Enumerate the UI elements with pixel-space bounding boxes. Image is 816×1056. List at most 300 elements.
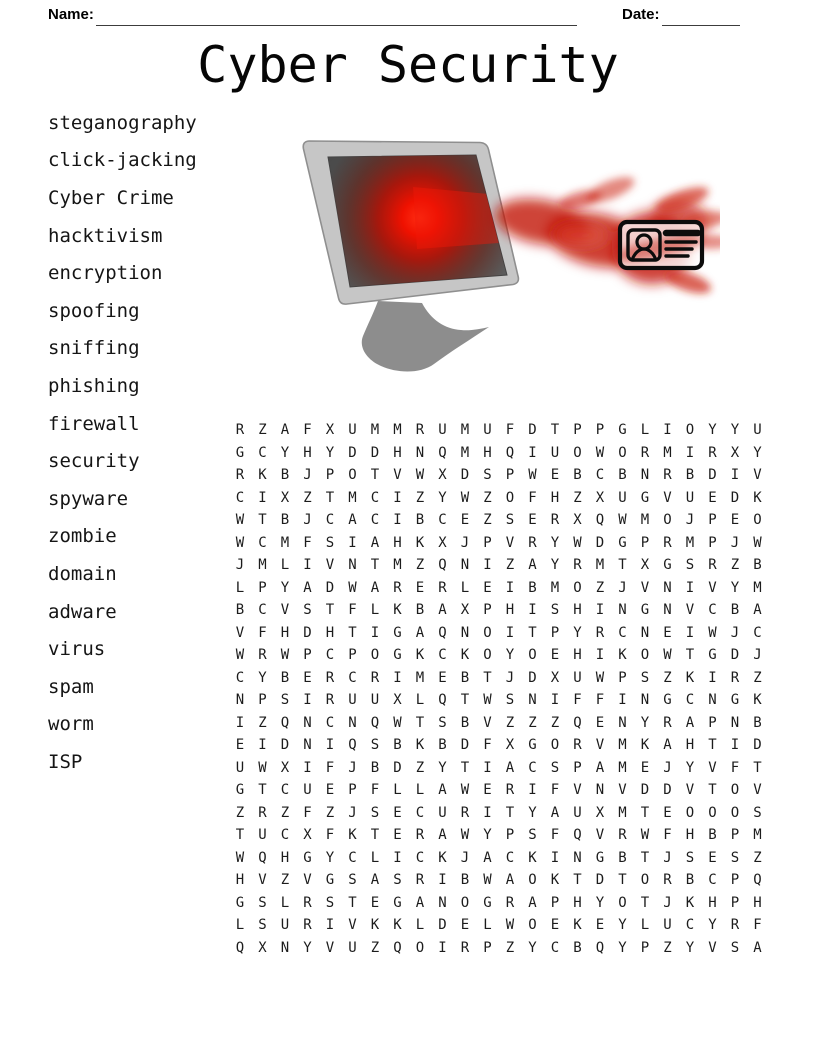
grid-letter[interactable]: P: [573, 759, 582, 776]
grid-letter[interactable]: A: [438, 827, 447, 843]
grid-letter[interactable]: P: [325, 467, 335, 483]
grid-letter[interactable]: I: [730, 737, 740, 753]
grid-letter[interactable]: M: [280, 534, 290, 551]
grid-letter[interactable]: U: [685, 489, 695, 506]
grid-letter[interactable]: Y: [483, 827, 492, 843]
grid-letter[interactable]: L: [483, 917, 492, 933]
grid-letter[interactable]: Q: [348, 737, 357, 753]
grid-letter[interactable]: N: [348, 714, 357, 731]
grid-letter[interactable]: T: [460, 692, 470, 708]
grid-letter[interactable]: Q: [573, 714, 582, 731]
grid-letter[interactable]: O: [685, 804, 695, 821]
grid-letter[interactable]: N: [303, 714, 312, 731]
grid-letter[interactable]: O: [663, 512, 672, 528]
grid-letter[interactable]: H: [550, 489, 560, 506]
grid-letter[interactable]: O: [640, 872, 650, 888]
grid-letter[interactable]: G: [663, 692, 672, 708]
grid-letter[interactable]: O: [348, 467, 357, 483]
grid-letter[interactable]: U: [280, 917, 290, 933]
grid-letter[interactable]: I: [303, 759, 312, 776]
grid-letter[interactable]: T: [235, 827, 245, 843]
grid-letter[interactable]: Z: [415, 759, 425, 776]
grid-letter[interactable]: E: [550, 467, 560, 483]
grid-letter[interactable]: C: [505, 849, 515, 866]
grid-letter[interactable]: N: [415, 444, 425, 461]
grid-letter[interactable]: X: [640, 557, 650, 573]
grid-letter[interactable]: Z: [303, 489, 312, 506]
grid-letter[interactable]: O: [753, 512, 762, 528]
grid-letter[interactable]: Z: [528, 714, 537, 731]
grid-letter[interactable]: O: [528, 872, 537, 888]
grid-letter[interactable]: A: [438, 782, 447, 798]
grid-letter[interactable]: R: [708, 444, 717, 461]
grid-letter[interactable]: Z: [505, 714, 515, 731]
grid-letter[interactable]: S: [730, 849, 740, 866]
grid-letter[interactable]: G: [618, 534, 627, 551]
grid-letter[interactable]: M: [618, 804, 627, 821]
grid-letter[interactable]: S: [348, 872, 357, 888]
grid-letter[interactable]: Q: [258, 849, 267, 866]
grid-letter[interactable]: R: [708, 557, 717, 573]
grid-letter[interactable]: S: [325, 894, 335, 911]
grid-letter[interactable]: A: [685, 714, 695, 731]
grid-letter[interactable]: M: [753, 579, 762, 596]
grid-letter[interactable]: Q: [438, 444, 447, 461]
grid-letter[interactable]: R: [573, 557, 582, 573]
grid-letter[interactable]: P: [258, 579, 267, 596]
grid-letter[interactable]: K: [348, 827, 357, 843]
grid-letter[interactable]: Y: [708, 917, 717, 933]
grid-letter[interactable]: K: [685, 669, 695, 686]
grid-letter[interactable]: U: [348, 939, 357, 956]
grid-letter[interactable]: Y: [730, 579, 740, 596]
grid-letter[interactable]: T: [370, 557, 380, 573]
grid-letter[interactable]: G: [663, 557, 672, 573]
grid-letter[interactable]: O: [573, 444, 582, 461]
grid-letter[interactable]: S: [258, 894, 267, 911]
grid-letter[interactable]: D: [730, 647, 740, 663]
grid-letter[interactable]: K: [573, 917, 582, 933]
grid-letter[interactable]: W: [235, 647, 245, 663]
grid-letter[interactable]: A: [663, 737, 672, 753]
grid-letter[interactable]: M: [663, 444, 672, 461]
grid-letter[interactable]: K: [753, 489, 762, 506]
grid-letter[interactable]: E: [303, 669, 312, 686]
grid-letter[interactable]: N: [280, 939, 290, 956]
grid-letter[interactable]: L: [460, 579, 470, 596]
grid-letter[interactable]: F: [325, 759, 335, 776]
grid-letter[interactable]: V: [505, 534, 515, 551]
grid-letter[interactable]: C: [258, 444, 267, 461]
grid-letter[interactable]: S: [550, 759, 560, 776]
grid-letter[interactable]: T: [708, 782, 717, 798]
grid-letter[interactable]: N: [235, 692, 245, 708]
grid-letter[interactable]: F: [303, 534, 312, 551]
grid-letter[interactable]: S: [438, 714, 447, 731]
grid-letter[interactable]: J: [730, 624, 740, 641]
grid-letter[interactable]: E: [415, 579, 425, 596]
grid-letter[interactable]: T: [528, 624, 537, 641]
grid-letter[interactable]: Y: [618, 917, 627, 933]
grid-letter[interactable]: D: [460, 467, 470, 483]
grid-letter[interactable]: R: [325, 669, 335, 686]
grid-letter[interactable]: C: [685, 692, 695, 708]
grid-letter[interactable]: U: [753, 422, 762, 438]
grid-letter[interactable]: Q: [438, 692, 447, 708]
grid-letter[interactable]: Y: [573, 624, 582, 641]
grid-letter[interactable]: C: [280, 827, 290, 843]
grid-letter[interactable]: I: [483, 557, 492, 573]
grid-letter[interactable]: M: [415, 669, 425, 686]
grid-letter[interactable]: Y: [550, 557, 560, 573]
grid-letter[interactable]: F: [325, 827, 335, 843]
grid-letter[interactable]: W: [460, 782, 470, 798]
grid-letter[interactable]: B: [753, 557, 762, 573]
grid-letter[interactable]: G: [393, 624, 402, 641]
grid-letter[interactable]: U: [348, 692, 357, 708]
grid-letter[interactable]: X: [505, 737, 515, 753]
grid-letter[interactable]: I: [663, 422, 672, 438]
grid-letter[interactable]: O: [640, 647, 650, 663]
grid-letter[interactable]: T: [685, 647, 695, 663]
grid-letter[interactable]: B: [528, 579, 537, 596]
grid-letter[interactable]: T: [640, 894, 650, 911]
grid-letter[interactable]: I: [685, 444, 695, 461]
grid-letter[interactable]: V: [685, 602, 695, 618]
grid-letter[interactable]: R: [595, 624, 605, 641]
grid-letter[interactable]: Y: [280, 579, 290, 596]
grid-letter[interactable]: Z: [483, 489, 492, 506]
grid-letter[interactable]: H: [753, 894, 762, 911]
grid-letter[interactable]: M: [460, 444, 470, 461]
grid-letter[interactable]: P: [483, 602, 492, 618]
grid-letter[interactable]: X: [460, 602, 470, 618]
grid-letter[interactable]: T: [258, 512, 267, 528]
grid-letter[interactable]: Z: [505, 939, 515, 956]
grid-letter[interactable]: B: [393, 737, 402, 753]
grid-letter[interactable]: X: [595, 804, 605, 821]
grid-letter[interactable]: G: [528, 737, 537, 753]
grid-letter[interactable]: P: [640, 534, 650, 551]
grid-letter[interactable]: R: [303, 917, 312, 933]
grid-letter[interactable]: X: [280, 489, 290, 506]
grid-letter[interactable]: N: [303, 737, 312, 753]
grid-letter[interactable]: W: [235, 849, 245, 866]
grid-letter[interactable]: F: [303, 422, 312, 438]
grid-letter[interactable]: E: [325, 782, 335, 798]
grid-letter[interactable]: Q: [505, 444, 515, 461]
grid-letter[interactable]: P: [730, 827, 740, 843]
grid-letter[interactable]: T: [325, 489, 335, 506]
grid-letter[interactable]: I: [685, 579, 695, 596]
grid-letter[interactable]: P: [258, 692, 267, 708]
grid-letter[interactable]: G: [393, 647, 402, 663]
grid-letter[interactable]: T: [618, 557, 627, 573]
grid-letter[interactable]: J: [663, 849, 672, 866]
grid-letter[interactable]: O: [528, 917, 537, 933]
grid-letter[interactable]: H: [685, 827, 695, 843]
grid-letter[interactable]: C: [415, 804, 425, 821]
grid-letter[interactable]: R: [415, 827, 425, 843]
grid-letter[interactable]: S: [258, 917, 267, 933]
grid-letter[interactable]: D: [303, 624, 312, 641]
grid-letter[interactable]: G: [730, 692, 740, 708]
grid-letter[interactable]: P: [550, 624, 560, 641]
grid-letter[interactable]: C: [235, 669, 245, 686]
grid-letter[interactable]: E: [460, 512, 470, 528]
grid-letter[interactable]: B: [460, 669, 470, 686]
grid-letter[interactable]: Q: [438, 557, 447, 573]
grid-letter[interactable]: I: [528, 444, 537, 461]
grid-letter[interactable]: E: [550, 917, 560, 933]
grid-letter[interactable]: B: [280, 467, 290, 483]
grid-letter[interactable]: Z: [235, 804, 245, 821]
grid-letter[interactable]: B: [708, 827, 717, 843]
grid-letter[interactable]: W: [528, 467, 537, 483]
grid-letter[interactable]: E: [550, 647, 560, 663]
grid-letter[interactable]: R: [640, 444, 650, 461]
grid-letter[interactable]: O: [550, 737, 560, 753]
grid-letter[interactable]: I: [595, 647, 605, 663]
grid-letter[interactable]: A: [370, 872, 380, 888]
grid-letter[interactable]: R: [663, 534, 672, 551]
grid-letter[interactable]: A: [415, 624, 425, 641]
grid-letter[interactable]: P: [348, 647, 357, 663]
grid-letter[interactable]: Z: [258, 422, 267, 438]
grid-letter[interactable]: I: [438, 939, 447, 956]
grid-letter[interactable]: G: [483, 894, 492, 911]
grid-letter[interactable]: S: [393, 872, 402, 888]
grid-letter[interactable]: R: [460, 939, 470, 956]
grid-letter[interactable]: B: [618, 849, 627, 866]
grid-letter[interactable]: N: [640, 624, 650, 641]
grid-letter[interactable]: Z: [753, 849, 762, 866]
grid-letter[interactable]: E: [483, 782, 492, 798]
grid-letter[interactable]: C: [550, 939, 560, 956]
grid-letter[interactable]: E: [438, 669, 447, 686]
grid-letter[interactable]: V: [618, 782, 627, 798]
grid-letter[interactable]: F: [663, 827, 672, 843]
grid-letter[interactable]: P: [483, 939, 492, 956]
grid-letter[interactable]: B: [753, 714, 762, 731]
grid-letter[interactable]: Y: [528, 804, 537, 821]
grid-letter[interactable]: K: [550, 872, 560, 888]
grid-letter[interactable]: V: [258, 872, 267, 888]
grid-letter[interactable]: R: [235, 422, 245, 438]
grid-letter[interactable]: G: [618, 422, 627, 438]
grid-letter[interactable]: S: [280, 692, 290, 708]
grid-letter[interactable]: V: [280, 602, 290, 618]
grid-letter[interactable]: N: [595, 782, 605, 798]
grid-letter[interactable]: T: [640, 804, 650, 821]
grid-letter[interactable]: H: [280, 624, 290, 641]
grid-letter[interactable]: K: [528, 849, 537, 866]
grid-letter[interactable]: J: [348, 804, 357, 821]
grid-letter[interactable]: C: [235, 489, 245, 506]
grid-letter[interactable]: G: [303, 849, 312, 866]
grid-letter[interactable]: M: [685, 534, 695, 551]
grid-letter[interactable]: E: [235, 737, 245, 753]
grid-letter[interactable]: W: [595, 669, 605, 686]
grid-letter[interactable]: M: [618, 737, 627, 753]
grid-letter[interactable]: I: [483, 759, 492, 776]
grid-letter[interactable]: Y: [595, 894, 605, 911]
grid-letter[interactable]: K: [415, 534, 425, 551]
grid-letter[interactable]: Z: [550, 714, 560, 731]
grid-letter[interactable]: J: [663, 894, 672, 911]
grid-letter[interactable]: R: [663, 714, 672, 731]
grid-letter[interactable]: Y: [258, 669, 267, 686]
grid-letter[interactable]: V: [325, 557, 335, 573]
grid-letter[interactable]: O: [483, 624, 492, 641]
grid-letter[interactable]: W: [663, 647, 672, 663]
grid-letter[interactable]: P: [505, 827, 515, 843]
grid-letter[interactable]: L: [640, 422, 650, 438]
grid-letter[interactable]: V: [573, 782, 582, 798]
grid-letter[interactable]: R: [573, 737, 582, 753]
grid-letter[interactable]: R: [235, 467, 245, 483]
grid-letter[interactable]: I: [393, 669, 402, 686]
grid-letter[interactable]: K: [640, 737, 650, 753]
grid-letter[interactable]: C: [415, 849, 425, 866]
grid-letter[interactable]: X: [438, 467, 447, 483]
grid-letter[interactable]: F: [550, 827, 560, 843]
grid-letter[interactable]: G: [393, 894, 402, 911]
grid-letter[interactable]: R: [258, 647, 267, 663]
grid-letter[interactable]: G: [640, 489, 650, 506]
grid-letter[interactable]: N: [640, 467, 650, 483]
grid-letter[interactable]: E: [595, 714, 605, 731]
grid-letter[interactable]: A: [348, 512, 357, 528]
grid-letter[interactable]: I: [370, 624, 380, 641]
grid-letter[interactable]: P: [618, 669, 627, 686]
grid-letter[interactable]: V: [348, 917, 357, 933]
grid-letter[interactable]: M: [550, 579, 560, 596]
grid-letter[interactable]: Q: [438, 624, 447, 641]
grid-letter[interactable]: T: [573, 872, 582, 888]
grid-letter[interactable]: X: [730, 444, 740, 461]
grid-letter[interactable]: T: [370, 827, 380, 843]
grid-letter[interactable]: C: [325, 714, 335, 731]
grid-letter[interactable]: W: [460, 489, 470, 506]
grid-letter[interactable]: H: [573, 894, 582, 911]
grid-letter[interactable]: N: [528, 692, 537, 708]
grid-letter[interactable]: N: [640, 692, 650, 708]
grid-letter[interactable]: D: [528, 422, 537, 438]
grid-letter[interactable]: M: [460, 422, 470, 438]
grid-letter[interactable]: G: [325, 872, 335, 888]
grid-letter[interactable]: X: [258, 939, 267, 956]
grid-letter[interactable]: T: [640, 849, 650, 866]
grid-letter[interactable]: E: [370, 894, 380, 911]
grid-letter[interactable]: A: [550, 804, 560, 821]
grid-letter[interactable]: V: [753, 467, 762, 483]
grid-letter[interactable]: U: [303, 782, 312, 798]
grid-letter[interactable]: D: [595, 534, 605, 551]
grid-letter[interactable]: Z: [595, 579, 605, 596]
grid-letter[interactable]: J: [730, 534, 740, 551]
grid-letter[interactable]: H: [393, 444, 402, 461]
grid-letter[interactable]: E: [393, 804, 402, 821]
grid-letter[interactable]: B: [280, 512, 290, 528]
grid-letter[interactable]: Y: [528, 939, 537, 956]
grid-letter[interactable]: H: [573, 647, 582, 663]
grid-letter[interactable]: M: [370, 422, 380, 438]
grid-letter[interactable]: J: [460, 534, 470, 551]
grid-letter[interactable]: P: [730, 872, 740, 888]
grid-letter[interactable]: Z: [730, 557, 740, 573]
grid-letter[interactable]: S: [685, 849, 695, 866]
grid-letter[interactable]: Y: [685, 939, 695, 956]
grid-letter[interactable]: R: [438, 579, 447, 596]
grid-letter[interactable]: E: [595, 917, 605, 933]
grid-letter[interactable]: F: [483, 737, 492, 753]
grid-letter[interactable]: Z: [370, 939, 380, 956]
grid-letter[interactable]: U: [483, 422, 492, 438]
grid-letter[interactable]: C: [438, 647, 447, 663]
grid-letter[interactable]: X: [550, 669, 560, 686]
grid-letter[interactable]: F: [528, 489, 537, 506]
grid-letter[interactable]: K: [393, 602, 402, 618]
grid-letter[interactable]: T: [258, 782, 267, 798]
grid-letter[interactable]: S: [483, 467, 492, 483]
grid-letter[interactable]: X: [393, 692, 402, 708]
grid-letter[interactable]: Z: [325, 804, 335, 821]
grid-letter[interactable]: W: [415, 467, 425, 483]
grid-letter[interactable]: D: [640, 782, 650, 798]
grid-letter[interactable]: I: [393, 849, 402, 866]
grid-letter[interactable]: V: [325, 939, 335, 956]
grid-letter[interactable]: W: [483, 872, 492, 888]
grid-letter[interactable]: D: [370, 444, 380, 461]
grid-letter[interactable]: D: [753, 737, 762, 753]
grid-letter[interactable]: C: [370, 512, 380, 528]
grid-letter[interactable]: X: [303, 827, 312, 843]
grid-letter[interactable]: W: [235, 512, 245, 528]
grid-letter[interactable]: F: [550, 782, 560, 798]
grid-letter[interactable]: I: [685, 624, 695, 641]
grid-letter[interactable]: Q: [595, 512, 605, 528]
grid-letter[interactable]: Y: [550, 534, 560, 551]
grid-letter[interactable]: K: [258, 467, 267, 483]
grid-letter[interactable]: J: [303, 467, 312, 483]
grid-letter[interactable]: V: [595, 737, 605, 753]
grid-letter[interactable]: A: [438, 602, 447, 618]
grid-letter[interactable]: W: [595, 444, 605, 461]
grid-letter[interactable]: D: [730, 489, 740, 506]
grid-letter[interactable]: O: [505, 489, 515, 506]
grid-letter[interactable]: C: [708, 872, 717, 888]
grid-letter[interactable]: P: [505, 467, 515, 483]
grid-letter[interactable]: O: [618, 894, 627, 911]
grid-letter[interactable]: A: [528, 557, 537, 573]
grid-letter[interactable]: T: [550, 422, 560, 438]
grid-letter[interactable]: U: [550, 444, 560, 461]
grid-letter[interactable]: T: [708, 737, 717, 753]
grid-letter[interactable]: Z: [258, 714, 267, 731]
grid-letter[interactable]: L: [415, 782, 425, 798]
grid-letter[interactable]: F: [753, 917, 762, 933]
grid-letter[interactable]: B: [730, 602, 740, 618]
grid-letter[interactable]: W: [393, 714, 402, 731]
grid-letter[interactable]: O: [708, 804, 717, 821]
grid-letter[interactable]: R: [370, 669, 380, 686]
grid-letter[interactable]: J: [618, 579, 627, 596]
grid-letter[interactable]: N: [618, 714, 627, 731]
grid-letter[interactable]: W: [505, 917, 515, 933]
grid-letter[interactable]: O: [573, 579, 582, 596]
grid-letter[interactable]: D: [460, 737, 470, 753]
